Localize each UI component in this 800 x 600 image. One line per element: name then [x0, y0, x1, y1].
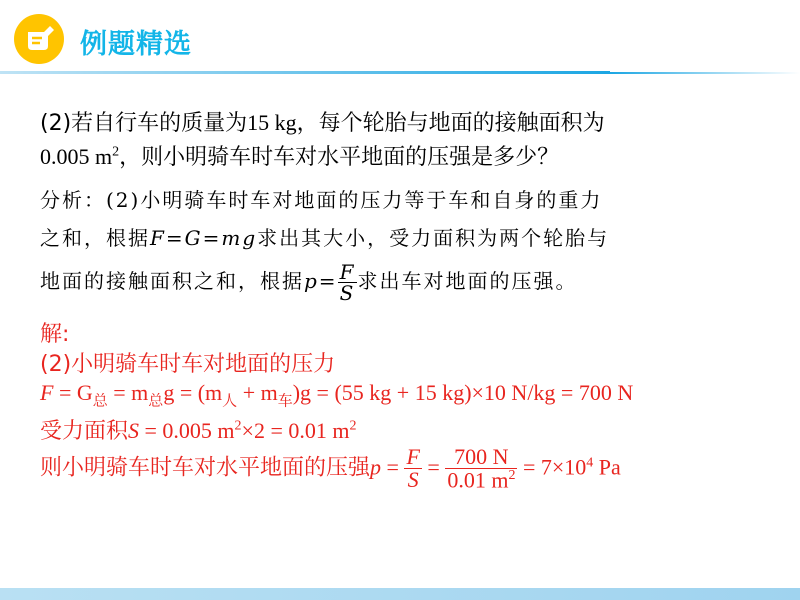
solution-area-equation: 受力面积S = 0.005 $m^2\times 2 = 0.01$ $m^2$ [40, 418, 357, 444]
solution-force-equation: $F = G_总 = m_总g = (m_人 + m_车)g = (55$ kg + 15 kg)×10 N/kg = 700 N [40, 380, 634, 410]
logo-badge [14, 14, 64, 64]
solution-line-1: (2)小明骑车时车对地面的压力 [40, 352, 336, 377]
pressure-fraction-numeric: $\frac{700 N}{0.01 m^2}$ [447, 444, 516, 493]
solution-label: 解: [40, 322, 70, 347]
analysis-line-2: 之和，根据F=G=mg求出其大小，受力面积为两个轮胎与 [40, 226, 610, 250]
analysis-fraction: $\frac{F}{S}$ [339, 260, 356, 305]
question-line-2: 0.005 $m^2$，则小明骑车时车对水平地面的压强是多少？ [40, 144, 560, 170]
footer-bar [0, 588, 800, 600]
slide-header [0, 0, 800, 80]
question-line-1: (2)若自行车的质量为15 kg，每个轮胎与地面的接触面积为 [40, 110, 605, 136]
solution-pressure-equation: 则小明骑车时车对水平地面的压强p = $\frac{F}{S}$ = $\frac{700 N}{0.01 m^2}$ = $7\times 10^4$ Pa [40, 444, 621, 493]
title-underline-fade [610, 72, 800, 74]
analysis-line-3: 地面的接触面积之和，根据p= $\frac{F}{S}$ 求出车对地面的压强。 [40, 260, 578, 305]
page-title: 例题精选 [80, 29, 192, 60]
analysis-line-1: 分析：(2)小明骑车时车对地面的压力等于车和自身的重力 [40, 188, 603, 212]
hand-pencil-icon [14, 14, 64, 64]
title-underline [0, 71, 610, 74]
pressure-fraction-symbolic: $\frac{F}{S}$ [406, 444, 420, 493]
